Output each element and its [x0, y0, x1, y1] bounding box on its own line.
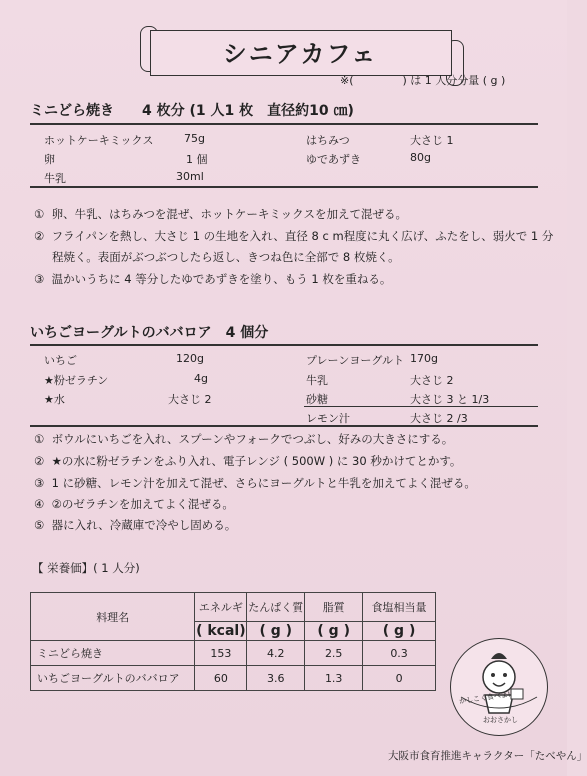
- header-dish-name: 料理名: [31, 593, 195, 641]
- ingredient-amount: 大さじ 1: [410, 134, 454, 147]
- fat-value: 1.3: [305, 666, 363, 691]
- ingredient-amount: 80g: [410, 151, 431, 164]
- ingredient-name: 砂糖: [306, 393, 328, 406]
- ingredient-amount: 170g: [410, 352, 438, 365]
- ingredient-name: 牛乳: [306, 374, 328, 387]
- recipe2-top-rule: [30, 344, 538, 346]
- table-row: [31, 666, 436, 691]
- nutrition-header-row: [31, 593, 436, 622]
- recipe1-top-rule: [30, 123, 538, 125]
- ingredient-amount: 1 個: [186, 153, 208, 166]
- protein-value: 3.6: [247, 666, 305, 691]
- ingredient-name: レモン汁: [306, 412, 350, 425]
- ingredient-amount: 75g: [184, 132, 205, 145]
- ingredient-amount: 大さじ 3 と 1/3: [410, 393, 490, 406]
- ingredient-amount: 4g: [194, 372, 208, 385]
- recipe2-step: ③ 1 に砂糖、レモン汁を加えて混ぜ、さらにヨーグルトと牛乳を加えてよく混ぜる。: [34, 476, 476, 490]
- unit-energy: ( kcal): [196, 623, 246, 639]
- salt-value: 0.3: [363, 641, 436, 666]
- ingredient-amount: 大さじ 2: [410, 374, 454, 387]
- energy-value: 153: [195, 641, 247, 666]
- ingredient-name: ゆであずき: [306, 153, 361, 166]
- dish-name: ミニどら焼き: [31, 641, 195, 666]
- ingredient-name: ホットケーキミックス: [44, 134, 154, 147]
- unit-fat: ( g ): [305, 622, 363, 641]
- ingredient-amount: 大さじ 2 /3: [410, 412, 468, 425]
- portion-note: ※( ) は 1 人分分量 ( g ): [340, 74, 506, 87]
- recipe1-step-cont: 程焼く。表面がぶつぶつしたら返し、きつね色に全部で 8 枚焼く。: [52, 250, 400, 264]
- recipe2-heading: いちごヨーグルトのババロア 4 個分: [30, 325, 269, 341]
- recipe2-step: ② ★の水に粉ゼラチンをふり入れ、電子レンジ ( 500W ) に 30 秒かけてとかす。: [34, 454, 462, 468]
- recipe1-step: ③ 温かいうちに 4 等分したゆであずきを塗り、もう 1 枚を重ねる。: [34, 272, 392, 286]
- unit-protein: ( g ): [247, 622, 305, 641]
- fat-value: 2.5: [305, 641, 363, 666]
- dish-name: いちごヨーグルトのババロア: [31, 666, 195, 691]
- ingredient-amount: 120g: [176, 352, 204, 365]
- protein-value: 4.2: [247, 641, 305, 666]
- recipe2-step: ④ ②のゼラチンを加えてよく混ぜる。: [34, 497, 234, 511]
- header-salt: 食塩相当量: [363, 593, 436, 622]
- mascot-badge: おおさかし: [483, 716, 518, 724]
- mascot-caption: 大阪市食育推進キャラクター「たべやん」: [388, 750, 587, 762]
- recipe1-heading: ミニどら焼き 4 枚分 (1 人1 枚 直径約10 ㎝): [30, 103, 354, 119]
- ingredient-name: ★粉ゼラチン: [44, 374, 109, 387]
- nutrition-table: [30, 592, 436, 691]
- ingredient-name: はちみつ: [306, 134, 350, 147]
- recipe1-step: ① 卵、牛乳、はちみつを混ぜ、ホットケーキミックスを加えて混ぜる。: [34, 207, 407, 221]
- ingredient-name: プレーンヨーグルト: [306, 354, 405, 367]
- mascot-logo: [450, 638, 548, 736]
- recipe2-inner-rule: [304, 406, 538, 407]
- ingredient-name: 牛乳: [44, 172, 66, 185]
- header-fat: 脂質: [305, 593, 363, 622]
- ingredient-name: ★水: [44, 393, 65, 406]
- recipe2-bottom-rule: [30, 425, 538, 427]
- mascot-ribbon: かしこく食べよ!: [458, 690, 512, 706]
- ingredient-amount: 大さじ 2: [168, 393, 212, 406]
- energy-value: 60: [195, 666, 247, 691]
- recipe1-step: ② フライパンを熱し、大さじ 1 の生地を入れ、直径 8 c m程度に丸く広げ、ふたをし、弱火で 1 分: [34, 229, 554, 243]
- recipe1-bottom-rule: [30, 186, 538, 188]
- salt-value: 0: [363, 666, 436, 691]
- recipe2-step: ① ボウルにいちごを入れ、スプーンやフォークでつぶし、好みの大きさにする。: [34, 432, 454, 446]
- recipe2-step: ⑤ 器に入れ、冷蔵庫で冷やし固める。: [34, 518, 237, 532]
- ingredient-name: いちご: [44, 354, 77, 367]
- nutrition-heading: 【 栄養価】( 1 人分): [32, 561, 140, 575]
- ingredient-amount: 30ml: [176, 170, 204, 183]
- header-energy: エネルギ: [195, 593, 247, 622]
- table-row: [31, 641, 436, 666]
- ingredient-name: 卵: [44, 153, 55, 166]
- page-title: シニアカフェ: [222, 40, 378, 68]
- unit-salt: ( g ): [363, 622, 436, 641]
- header-protein: たんぱく質: [247, 593, 305, 622]
